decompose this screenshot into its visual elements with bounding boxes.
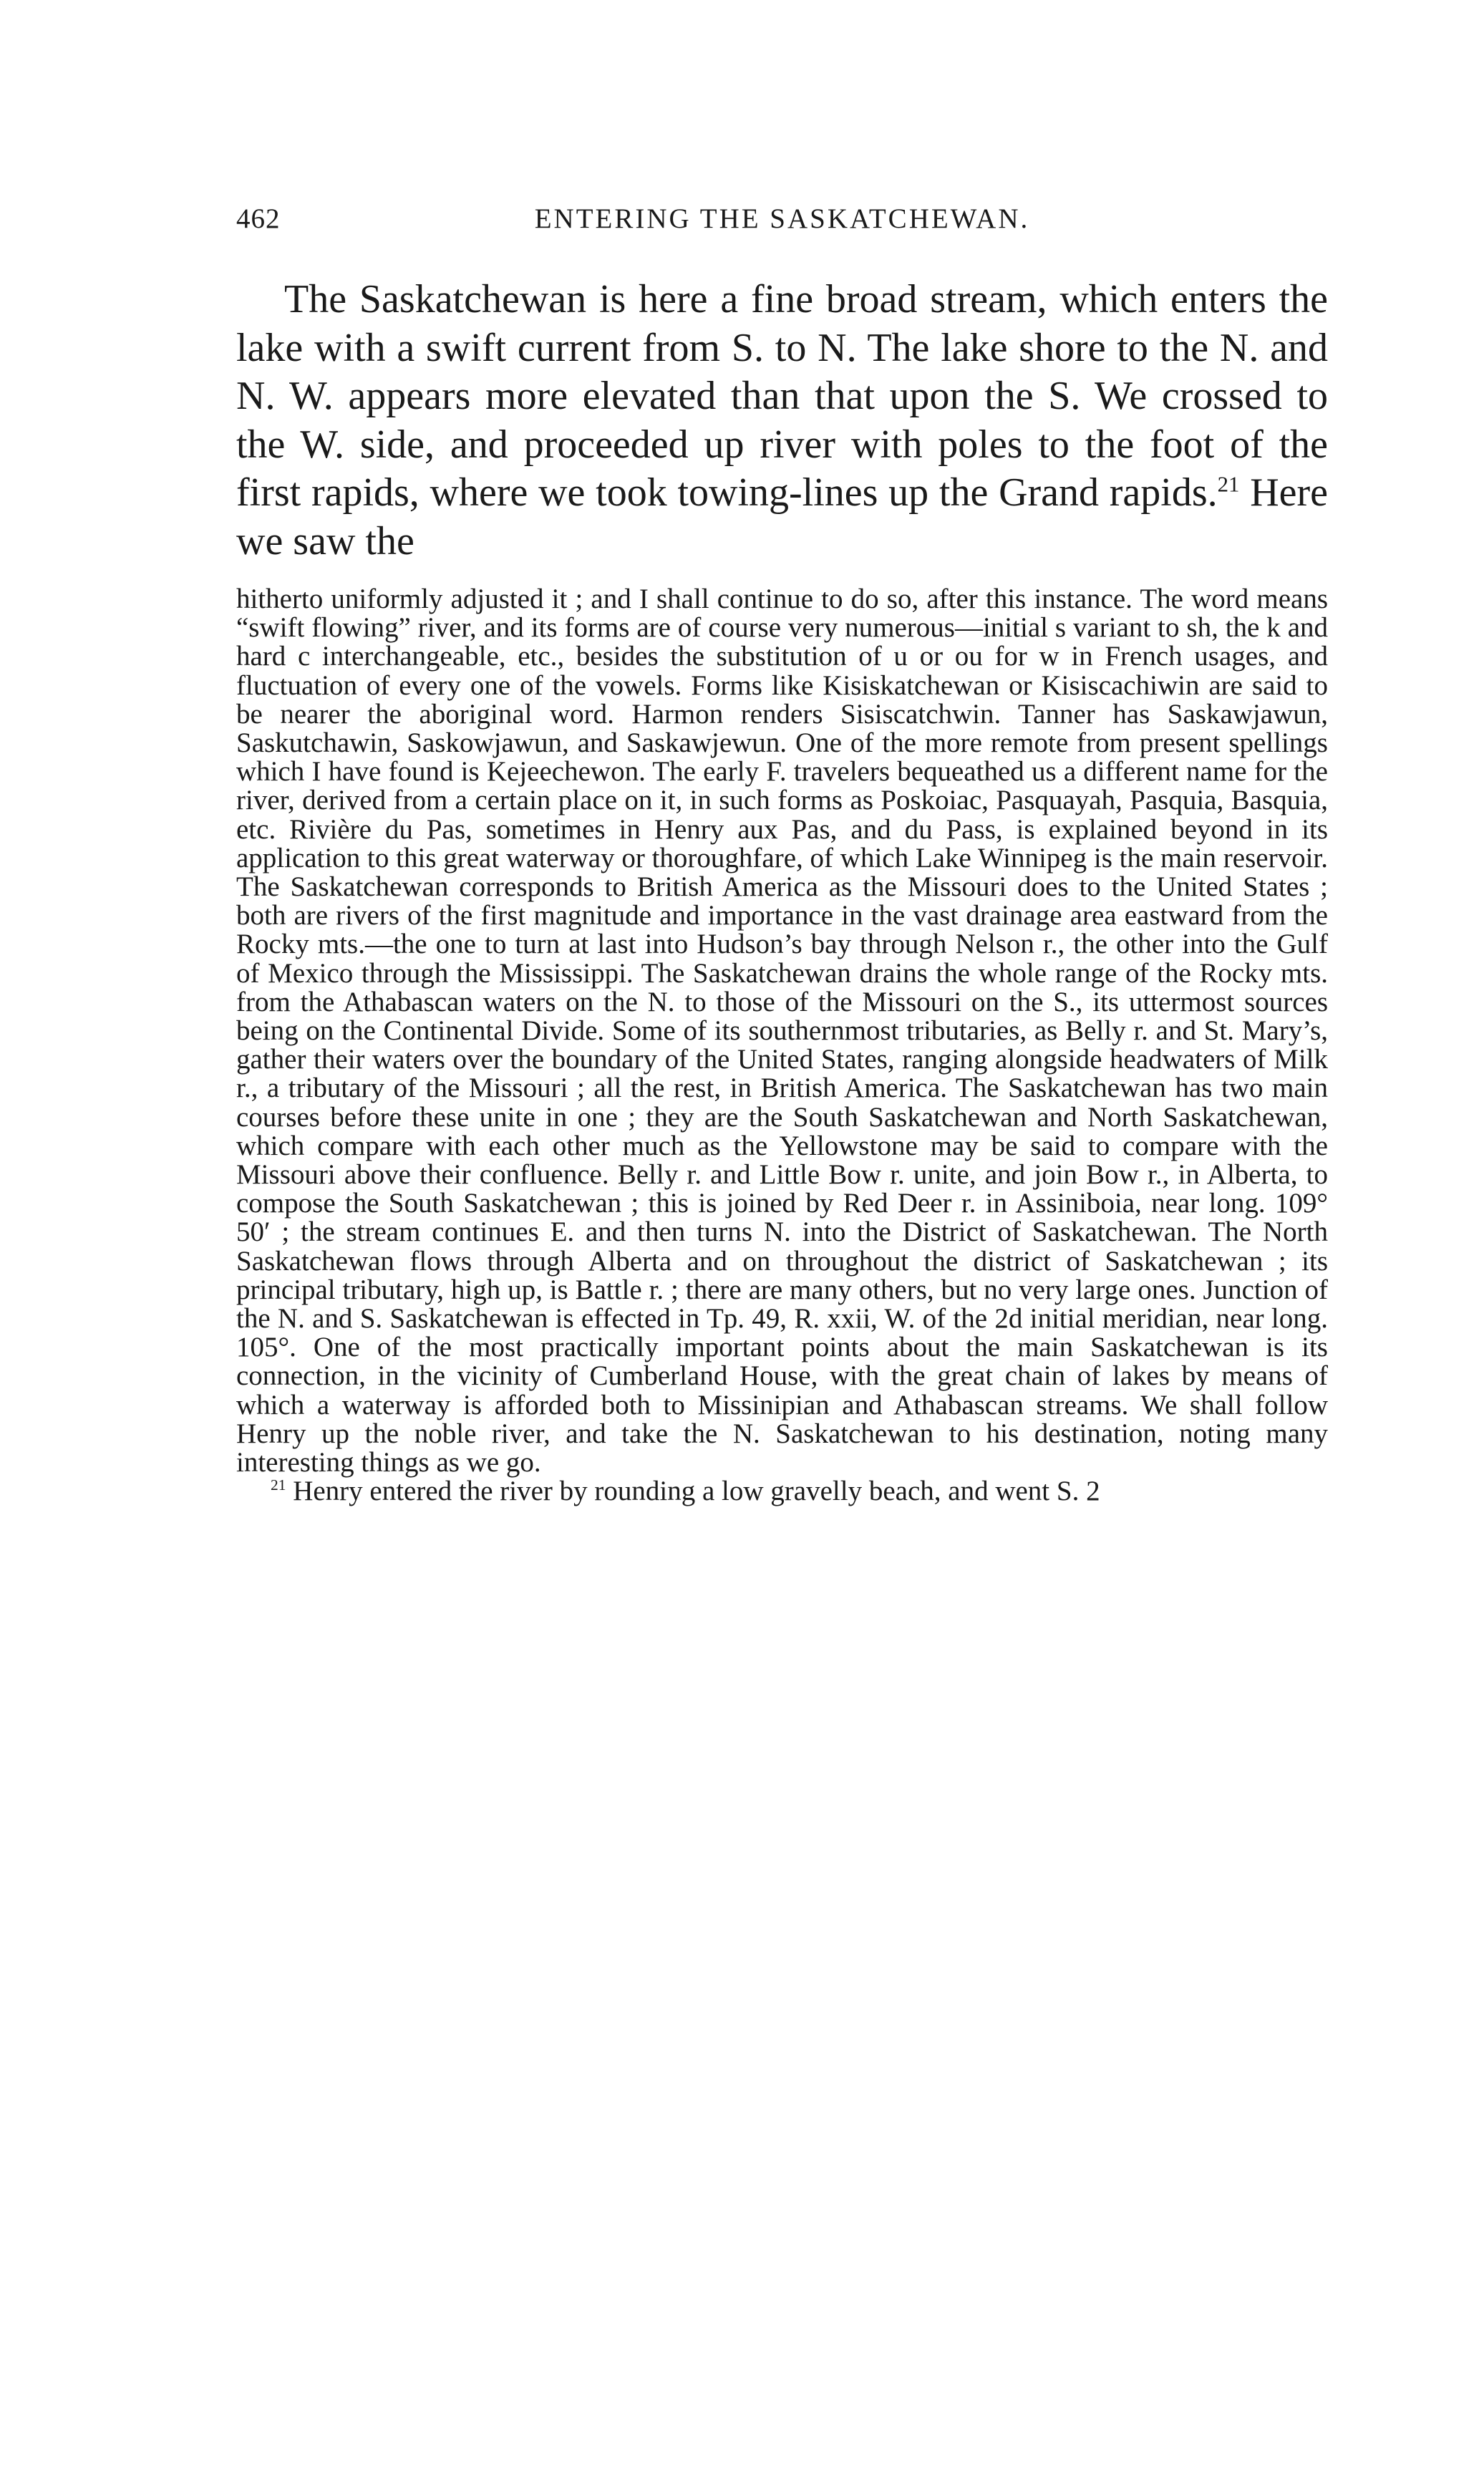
running-title: ENTERING THE SASKATCHEWAN. xyxy=(534,203,1030,234)
footnote-20-continuation: hitherto uniformly adjusted it ; and I shall continue to do so, after this instance. The word means “swift flowing” river, and its forms are of course very numerous—initial s variant to sh, the k and hard c interchangeable, etc., besides the substitution of u or ou for w in French usages, and fluctuation of every one of the vowels. Forms like Kisiskatchewan or Kisiscachiwin are said to be nearer the aboriginal word. Harmon renders Sisiscatchwin. Tanner has Saskawjawun, Saskutchawin, Saskowjawun, and Saskawjewun. One of the more remote from present spellings which I have found is Kejeechewon. The early F. travelers bequeathed us a different name for the river, derived from a certain place on it, in such forms as Poskoiac, Pasquayah, Pasquia, Basquia, etc. Rivière du Pas, sometimes in Henry aux Pas, and du Pass, is explained beyond in its application to this great waterway or thoroughfare, of which Lake Winnipeg is the main reservoir. The Saskatchewan corresponds to British America as the Missouri does to the United States ; both are rivers of the first magnitude and importance in the vast drainage area eastward from the Rocky mts.—the one to turn at last into Hudson’s bay through Nelson r., the other into the Gulf of Mexico through the Mississippi. The Saskatchewan drains the whole range of the Rocky mts. from the Athabascan waters on the N. to those of the Missouri on the S., its uttermost sources being on the Continental Divide. Some of its southernmost tributaries, as Belly r. and St. Mary’s, gather their waters over the boundary of the United States, ranging alongside headwaters of Milk r., a tributary of the Missouri ; all the rest, in British America. The Saskatchewan has two main courses before these unite in one ; they are the South Saskatchewan and North Saskatchewan, which compare with each other much as the Yellowstone may be said to compare with the Missouri above their confluence. Belly r. and Little Bow r. unite, and join Bow r., in Alberta, to compose the South Saskatchewan ; this is joined by Red Deer r. in Assiniboia, near long. 109° 50′ ; the stream continues E. and then turns N. into the District of Saskatchewan. The North Saskatchewan flows through Alberta and on throughout the district of Saskatchewan ; its principal tributary, high up, is Battle r. ; there are many others, but no very large ones. Junction of the N. and S. Saskatchewan is effected in Tp. 49, R. xxii, W. of the 2d initial meridian, near long. 105°. One of the most practically important points about the main Saskatchewan is its connection, in the vicinity of Cumberland House, with the great chain of lakes by means of which a waterway is afforded both to Missinipian and Athabascan streams. We shall follow Henry up the noble river, and take the N. Saskatchewan to his destination, noting many interesting things as we go. xyxy=(236,584,1328,1478)
footnote-21-text: Henry entered the river by rounding a low gravelly beach, and went S. 2 xyxy=(286,1476,1100,1507)
main-text-part-1: The Saskatchewan is here a fine broad stream, which enters the lake with a swift current from S. to N. The lake shore to the N. and N. W. appears more elevated than that upon the S. We crossed to the W. side, and proceeded up river with poles to the foot of the first rapids, where we took towing-lines up the Grand rapids. xyxy=(236,277,1328,515)
footnote-21-marker: 21 xyxy=(271,1476,286,1494)
page-number: 462 xyxy=(236,203,281,234)
footnotes xyxy=(236,585,1328,1506)
footnote-21 xyxy=(236,1477,1328,1506)
main-text-part-2: Here we saw the xyxy=(236,470,1329,563)
footnote-reference-21: 21 xyxy=(1217,472,1240,497)
running-head xyxy=(236,203,1328,246)
main-text-paragraph xyxy=(236,276,1328,566)
